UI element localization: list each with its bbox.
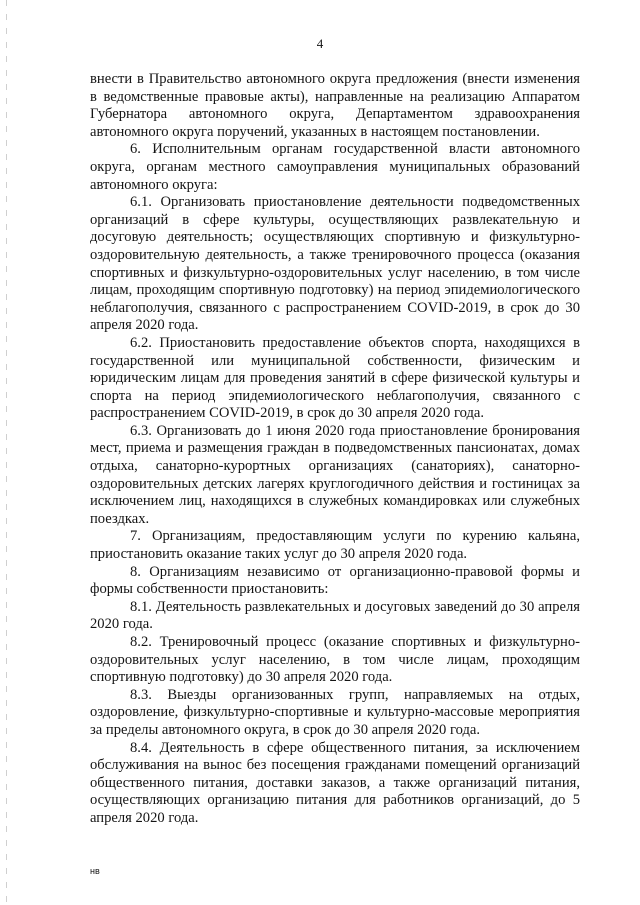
paragraph-7: 7. Организациям, предоставляющим услуги по курению кальяна, приостановить оказание таких услуг до 30 апреля 2020 года. <box>90 528 580 563</box>
paragraph-8-4: 8.4. Деятельность в сфере общественного питания, за исключением обслуживания на вынос без посещения гражданами помещений организаций общественного питания, доставки заказов, а также организаций питания, осуществляющих организацию питания для работников организаций, до 5 апреля 2020 года. <box>90 739 580 826</box>
paragraph-6-1: 6.1. Организовать приостановление деятельности подведомственных организаций в сфере культуры, осуществляющих развлекательную и досуговую деятельность; осуществляющих спортивную и физкультурно-оздоровительную деятельность, а также тренировочного процесса (оказания спортивных и физкультурно-оздоровительных услуг населению, в том числе лицам, проходящим спортивную подготовку) на период эпидемиологического неблагополучия, связанного с распространением COVID-2019, в срок до 30 апреля 2020 года. <box>90 194 580 334</box>
paragraph-8: 8. Организациям независимо от организационно-правовой формы и формы собственности приостановить: <box>90 563 580 598</box>
paragraph-8-3: 8.3. Выезды организованных групп, направляемых на отдых, оздоровление, физкультурно-спортивные и культурно-массовые мероприятия за пределы автономного округа, в срок до 30 апреля 2020 года. <box>90 686 580 738</box>
paragraph-8-1: 8.1. Деятельность развлекательных и досуговых заведений до 30 апреля 2020 года. <box>90 598 580 633</box>
page-number: 4 <box>316 36 324 51</box>
paragraph-8-2: 8.2. Тренировочный процесс (оказание спортивных и физкультурно-оздоровительных услуг населению, в том числе лицам, проходящим спортивную подготовку) до 30 апреля 2020 года. <box>90 634 580 686</box>
document-body <box>90 71 580 828</box>
paragraph-6: 6. Исполнительным органам государственной власти автономного округа, органам местного самоуправления муниципальных образований автономного округа: <box>90 141 580 193</box>
paragraph-continuation: внести в Правительство автономного округа предложения (внести изменения в ведомственные правовые акты), направленные на реализацию Аппаратом Губернатора автономного округа, Департаментом здравоохранения автономного округа поручений, указанных в настоящем постановлении. <box>90 71 580 140</box>
paragraph-6-2: 6.2. Приостановить предоставление объектов спорта, находящихся в государственной или муниципальной собственности, физическим и юридическим лицам для проведения занятий в сфере физической культуры и спорта на период эпидемиологического неблагополучия, связанного с распространением COVID-2019, в срок до 30 апреля 2020 года. <box>90 334 580 422</box>
footer-mark: нв <box>90 866 100 876</box>
scan-edge <box>6 0 7 905</box>
paragraph-6-3: 6.3. Организовать до 1 июня 2020 года приостановление бронирования мест, приема и размещения граждан в подведомственных пансионатах, домах отдыха, санаторно-курортных организациях (санаториях), санаторно-оздоровительных детских лагерях круглогодичного действия и гостиницах за исключением лиц, находящихся в служебных командировках или служебных поездках. <box>90 422 580 527</box>
